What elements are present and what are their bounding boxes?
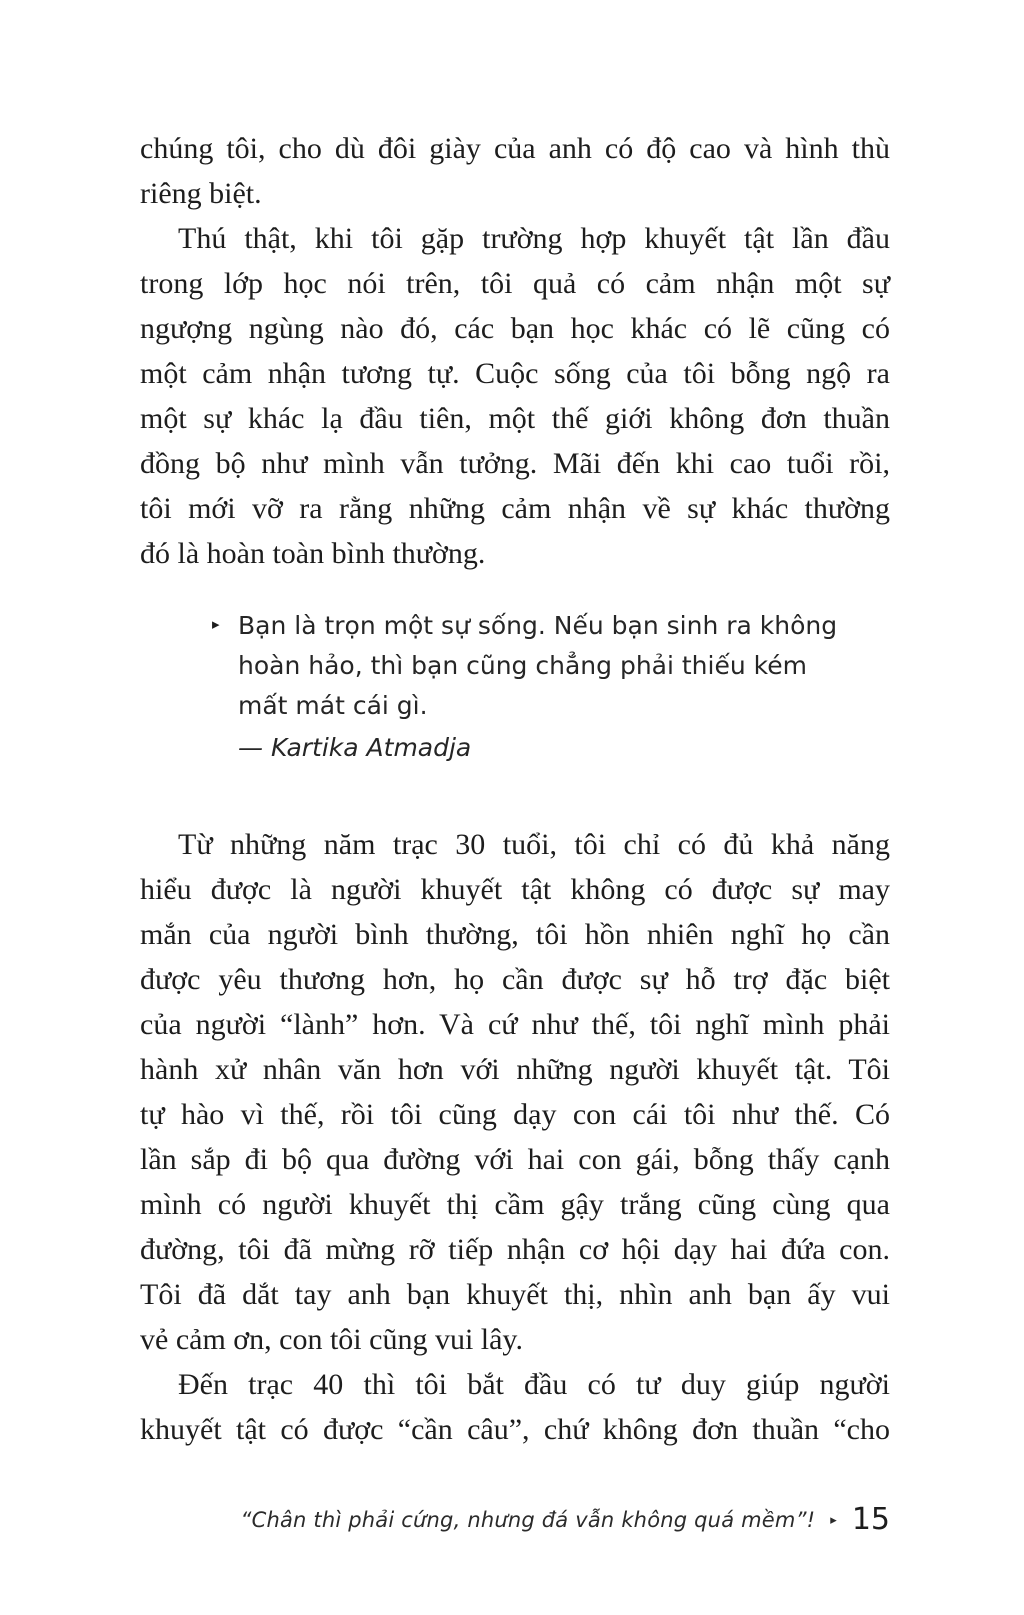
text-line: khuyết tật có được “cần câu”, chứ không đơn thuần “cho bbox=[140, 1413, 890, 1446]
text-line: được yêu thương hơn, họ cần được sự hỗ trợ đặc biệt bbox=[140, 963, 890, 996]
paragraph bbox=[140, 216, 890, 576]
text-line: đường, tôi đã mừng rỡ tiếp nhận cơ hội dạy hai đứa con. bbox=[140, 1233, 890, 1266]
paragraph bbox=[140, 1362, 890, 1452]
text-line: Từ những năm trạc 30 tuổi, tôi chỉ có đủ khả năng bbox=[178, 828, 890, 861]
quote-attribution: — Kartika Atmadja bbox=[238, 733, 472, 762]
text-line: một sự khác lạ đầu tiên, một thế giới không đơn thuần bbox=[140, 402, 890, 435]
page-number: 15 bbox=[851, 1502, 890, 1537]
text-line: chúng tôi, cho dù đôi giày của anh có độ cao và hình thù bbox=[140, 132, 890, 165]
paragraphs-before-quote bbox=[140, 126, 890, 576]
quote-line: hoàn hảo, thì bạn cũng chẳng phải thiếu kém bbox=[238, 651, 807, 680]
text-line: vẻ cảm ơn, con tôi cũng vui lây. bbox=[140, 1323, 523, 1356]
quote-lines bbox=[238, 606, 890, 726]
text-line: Tôi đã dắt tay anh bạn khuyết thị, nhìn anh bạn ấy vui bbox=[140, 1278, 890, 1311]
quote-line: mất mát cái gì. bbox=[238, 691, 428, 720]
text-line: mắn của người bình thường, tôi hồn nhiên nghĩ họ cần bbox=[140, 918, 890, 951]
text-line: một cảm nhận tương tự. Cuộc sống của tôi bỗng ngộ ra bbox=[140, 357, 890, 390]
footer-separator-icon: ▸ bbox=[830, 1513, 837, 1528]
text-line: đồng bộ như mình vẫn tưởng. Mãi đến khi cao tuổi rồi, bbox=[140, 447, 890, 480]
text-line: Đến trạc 40 thì tôi bắt đầu có tư duy giúp người bbox=[178, 1368, 890, 1401]
paragraphs-after-quote bbox=[140, 822, 890, 1452]
text-line: tự hào vì thế, rồi tôi cũng dạy con cái tôi như thế. Có bbox=[140, 1098, 890, 1131]
running-title: “Chân thì phải cứng, nhưng đá vẫn không quá mềm”! bbox=[240, 1507, 816, 1532]
paragraph bbox=[140, 126, 890, 216]
text-line: riêng biệt. bbox=[140, 177, 262, 210]
text-line: lần sắp đi bộ qua đường với hai con gái, bỗng thấy cạnh bbox=[140, 1143, 890, 1176]
text-line: Thú thật, khi tôi gặp trường hợp khuyết tật lần đầu bbox=[178, 222, 890, 255]
text-line: hành xử nhân văn hơn với những người khuyết tật. Tôi bbox=[140, 1053, 890, 1086]
text-line: của người “lành” hơn. Và cứ như thế, tôi nghĩ mình phải bbox=[140, 1008, 890, 1041]
text-line: tôi mới vỡ ra rằng những cảm nhận về sự khác thường bbox=[140, 492, 890, 525]
text-line: mình có người khuyết thị cầm gậy trắng cũng cùng qua bbox=[140, 1188, 890, 1221]
quote-bullet-icon: ▸ bbox=[212, 615, 220, 633]
text-line: trong lớp học nói trên, tôi quả có cảm nhận một sự bbox=[140, 267, 890, 300]
quote-line: Bạn là trọn một sự sống. Nếu bạn sinh ra không bbox=[238, 611, 838, 640]
page-body bbox=[140, 126, 890, 1452]
paragraph bbox=[140, 822, 890, 1362]
pull-quote bbox=[210, 606, 890, 768]
text-line: hiểu được là người khuyết tật không có được sự may bbox=[140, 873, 890, 906]
text-line: ngượng ngùng nào đó, các bạn học khác có lẽ cũng có bbox=[140, 312, 890, 345]
page-footer bbox=[241, 1502, 891, 1537]
text-line: đó là hoàn toàn bình thường. bbox=[140, 537, 486, 570]
